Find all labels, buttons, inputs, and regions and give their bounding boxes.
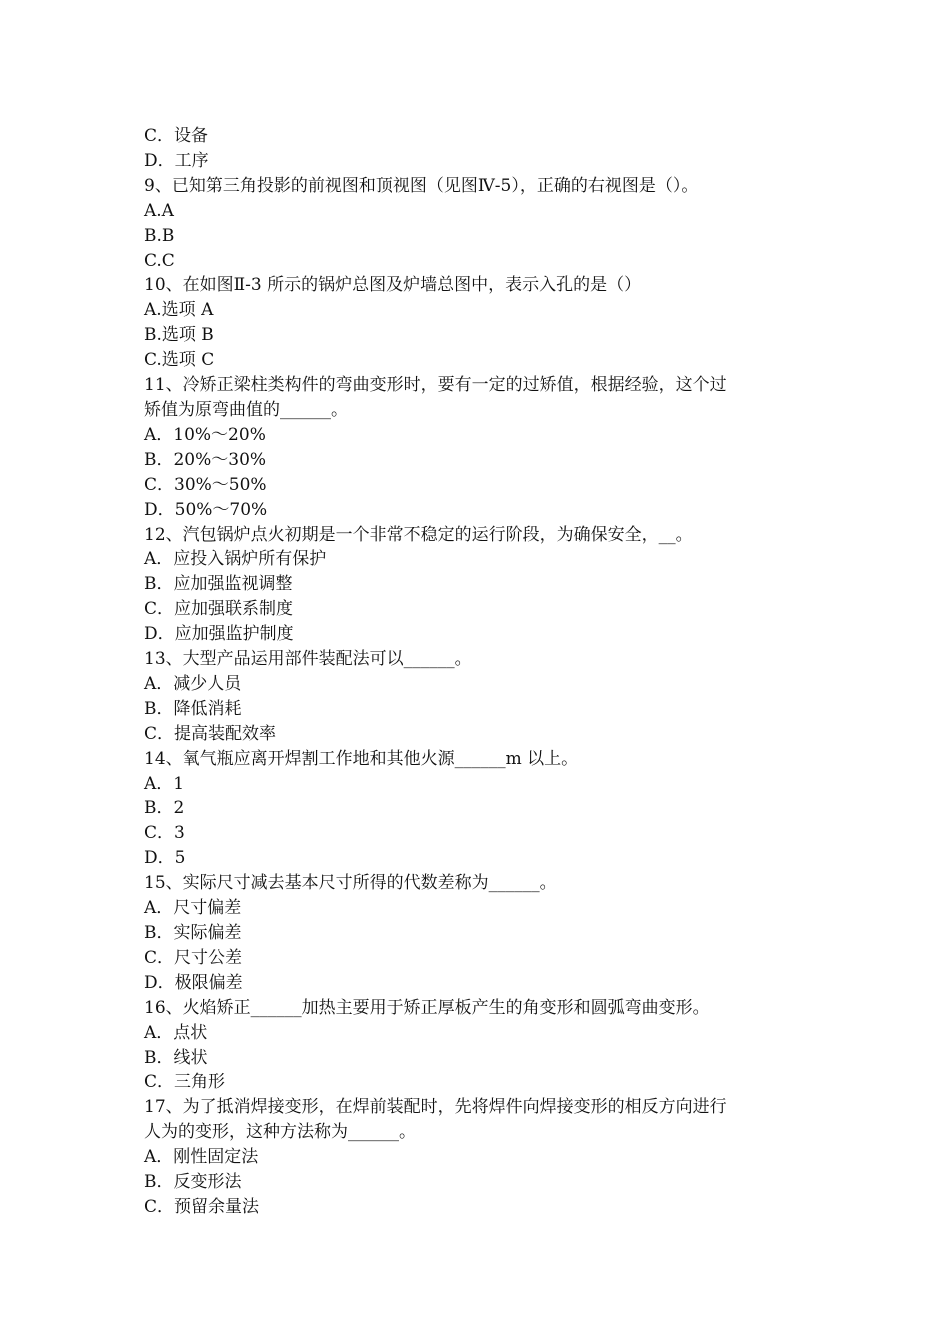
question-10: 10、在如图Ⅱ-3 所示的锅炉总图及炉墙总图中，表示入孔的是（） — [144, 275, 642, 296]
text-line: C.C — [144, 250, 175, 271]
text-line: A．10%～20% — [144, 424, 266, 445]
text-line: D．5 — [144, 848, 186, 869]
text-line: C．预留余量法 — [144, 1196, 260, 1217]
text-line: C．应加强联系制度 — [144, 599, 294, 620]
text-line: B．2 — [144, 798, 185, 819]
text-line: A．1 — [144, 773, 185, 794]
text-line: C．提高装配效率 — [144, 723, 277, 744]
question-16: 16、火焰矫正______加热主要用于矫正厚板产生的角变形和圆弧弯曲变形。 — [144, 997, 710, 1018]
text-line: B.选项 B — [144, 325, 214, 346]
text-line: C．尺寸公差 — [144, 947, 243, 968]
text-line: D．50%～70% — [144, 499, 268, 520]
text-line: D．应加强监护制度 — [144, 624, 294, 645]
question-12: 12、汽包锅炉点火初期是一个非常不稳定的运行阶段，为确保安全，__。 — [144, 524, 693, 545]
text-line: A．减少人员 — [144, 673, 242, 694]
text-line: B．反变形法 — [144, 1172, 242, 1193]
question-11: 11、冷矫正梁柱类构件的弯曲变形时，要有一定的过矫值，根据经验，这个过 — [144, 375, 727, 396]
text-line: B．降低消耗 — [144, 698, 242, 719]
text-line: A.选项 A — [144, 300, 214, 321]
text-line: C．设备 — [144, 126, 209, 146]
document-page — [144, 124, 814, 1220]
text-line: B．20%～30% — [144, 449, 267, 470]
text-line: A.A — [144, 200, 174, 221]
text-line: A．应投入锅炉所有保护 — [144, 549, 327, 570]
question-13: 13、大型产品运用部件装配法可以______。 — [144, 649, 472, 670]
text-line: C.选项 C — [144, 350, 215, 371]
question-9: 9、已知第三角投影的前视图和顶视图（见图Ⅳ-5），正确的右视图是（）。 — [144, 175, 699, 196]
question-17: 17、为了抵消焊接变形，在焊前装配时，先将焊件向焊接变形的相反方向进行 — [144, 1097, 727, 1118]
text-line: A．尺寸偏差 — [144, 898, 242, 919]
text-line: C．三角形 — [144, 1072, 226, 1093]
question-14: 14、氧气瓶应离开焊割工作地和其他火源______m 以上。 — [144, 748, 579, 769]
text-line: 矫值为原弯曲值的______。 — [144, 399, 348, 420]
text-line: 人为的变形，这种方法称为______。 — [144, 1122, 416, 1143]
text-line: D．工序 — [144, 150, 209, 171]
text-line: C．30%～50% — [144, 474, 267, 495]
text-line: B．线状 — [144, 1047, 208, 1068]
text-line: D．极限偏差 — [144, 972, 243, 993]
text-line: A．点状 — [144, 1022, 208, 1043]
question-15: 15、实际尺寸减去基本尺寸所得的代数差称为______。 — [144, 873, 557, 894]
text-line: A．刚性固定法 — [144, 1147, 259, 1168]
text-line: B．应加强监视调整 — [144, 574, 293, 595]
text-line: B．实际偏差 — [144, 923, 242, 943]
text-line: B.B — [144, 225, 175, 246]
text-line: C．3 — [144, 823, 185, 844]
